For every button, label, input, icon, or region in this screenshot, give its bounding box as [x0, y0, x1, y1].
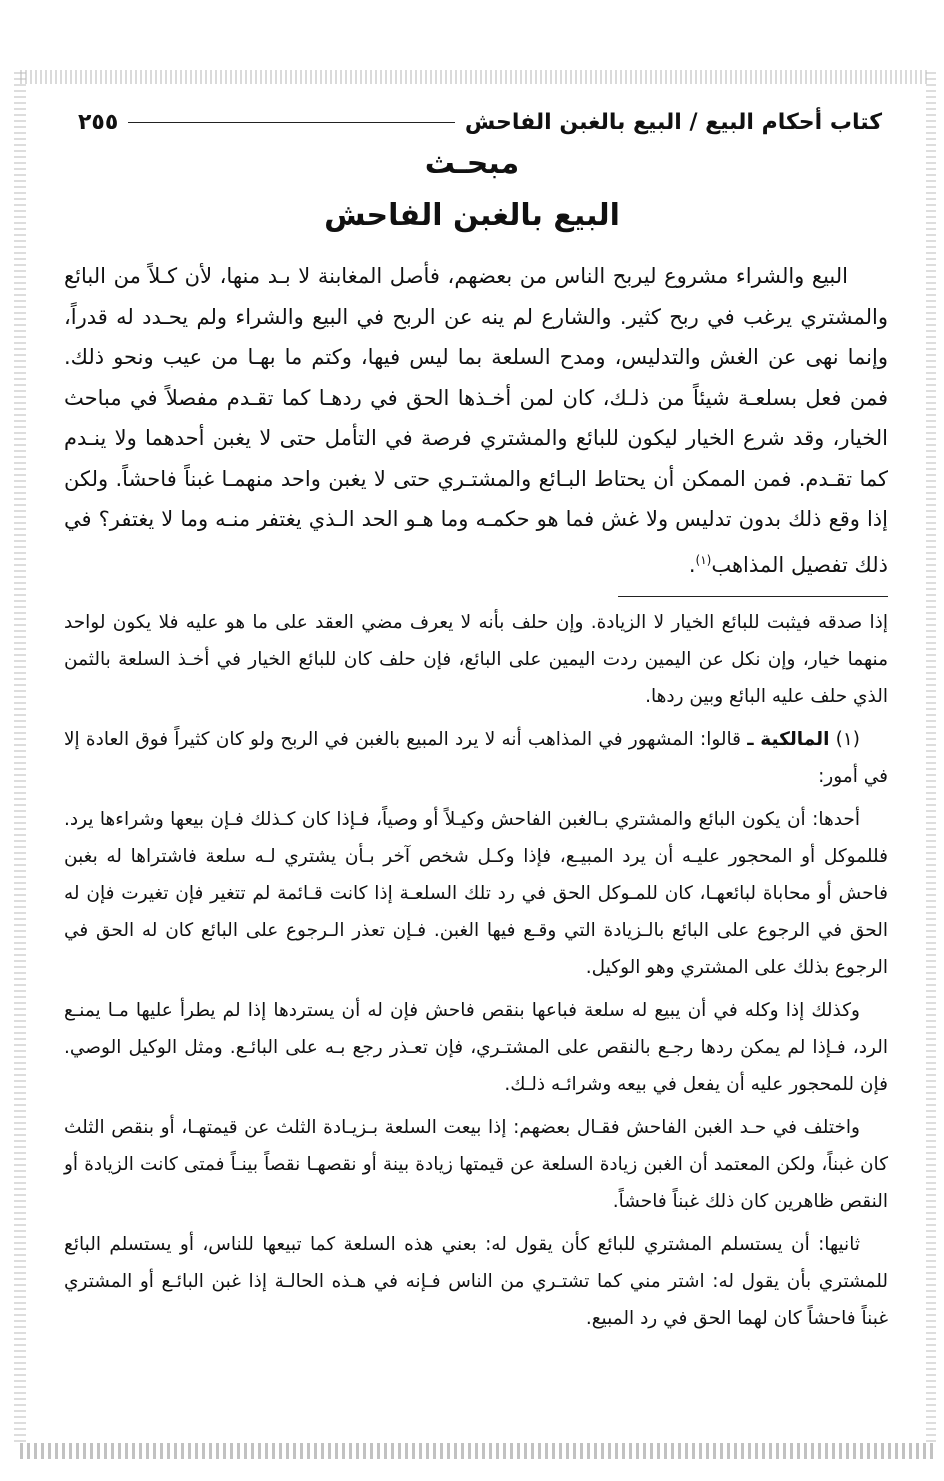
footnote-1-number: (١): [835, 729, 860, 750]
footnote-para-4: ثانيها: أن يستسلم المشتري للبائع كأن يقول له: بعني هذه السلعة كما تبيعها للناس، أو يستسلم البائع للمشتري بأن يقول له: اشتر مني كما تشتـري من الناس فـإنه في هـذه الحالـة إذا غبن البائـع أو المشتري غبناً فاحشاً كان لهما الحق في رد المبيع.: [64, 1234, 888, 1329]
main-text-end: .: [688, 552, 696, 577]
footnote-1-school: المالكية ـ: [747, 729, 830, 750]
running-header: [78, 102, 882, 142]
footnote-para-1: أحدها: أن يكون البائع والمشتري بـالغبن الفاحش وكيـلاً أو وصياً، فـإذا كان كـذلك فـإن بيعها وشراءها يرد. فللموكل أو المحجور عليـه أن يرد المبيـع، فإذا وكـل شخص آخر بـأن يشتري لـه سلعة فاشتراها له بغبن فاحش أو محاباة لبائعهـا، كان للمـوكل الحق في رد تلك السلعـة إذا كانت قـائمة لم تتغير فإن تغيرت فإن له الحق في الرجوع على البائع بالـزيادة التي وقـع فيها الغبن. فـإن تعذر الـرجوع على البائع كان له الحق في الرجوع بذلك على المشتري وهو الوكيل.: [64, 809, 888, 978]
footnote-1-text: قالوا: المشهور في المذاهب أنه لا يرد المبيع بالغبن في الربح ولو كان كثيراً فوق العادة إلا في أمور:: [64, 729, 888, 787]
section-heading: مبحـث: [424, 146, 520, 181]
page-number: ٢٥٥: [78, 109, 119, 135]
footnote-para-3: واختلف في حـد الغبن الفاحش فقـال بعضهم: إذا بيعت السلعة بـزيـادة الثلث عن قيمتهـا، أو بنقص الثلث كان غبناً، ولكن المعتمد أن الغبن زيادة السلعة عن قيمتها زيادة بينة أو نقصهـا نقصاً بينـاً فمتى كانت الزيادة أو النقص ظاهرين كان ذلك غبناً فاحشاً.: [64, 1117, 888, 1212]
header-rule: [128, 122, 455, 123]
footnotes: [64, 604, 888, 1343]
footnote-separator: [618, 596, 888, 597]
footnote-1: [64, 721, 888, 795]
ornament-border-top: [20, 70, 930, 84]
ornament-border-right: [926, 72, 936, 1445]
footnote-carryover: إذا صدقه فيثبت للبائع الخيار لا الزيادة. وإن حلف بأنه لا يعرف مضي العقد على ما هو عليه فلا يكون لواحد منهما خيار، وإن نكل عن اليمين ردت اليمين على البائع، فإن حلف كان للبائع الخيار في أخـذ السلعة بالثمن الذي حلف عليه البائع وبين ردها.: [64, 612, 888, 707]
main-text: البيع والشراء مشروع ليربح الناس من بعضهم، فأصل المغابنة لا بـد منها، لأن كـلاً من البائع والمشتري يرغب في ربح كثير. والشارع لم ينه عن الربح في البيع والشراء ولم يحـدد له قدراً، وإنما نهى عن الغش والتدليس، ومدح السلعة بما ليس فيها، وكتم ما بهـا من عيب ونحو ذلك. فمن فعل بسلعـة شيئاً من ذلـك، كان لمن أخـذها الحق في ردهـا كما تقـدم مفصلاً في مباحث الخيار، وقد شرع الخيار ليكون للبائع والمشتري فرصة في التأمل حتى لا يغبن أحدهما ولا ينـدم كما تقـدم. فمن الممكن أن يحتاط البـائع والمشتـري حتى لا يغبن واحد منهمـا غبناً فاحشاً. ولكن إذا وقع ذلك بدون تدليس ولا غش فما هو حكمـه وما هـو الحد الـذي يغتفر منـه وما لا يغتفر؟ في ذلك تفصيل المذاهب: [64, 264, 888, 577]
chapter-title: البيع بالغبن الفاحش: [324, 198, 620, 233]
ornament-border-bottom: [20, 1443, 934, 1459]
main-paragraph: [64, 256, 888, 585]
header-title: كتاب أحكام البيع / البيع بالغبن الفاحش: [464, 109, 882, 135]
ornament-border-left: [14, 72, 26, 1445]
footnote-ref: (١): [695, 552, 712, 567]
footnote-para-2: وكذلك إذا وكله في أن يبيع له سلعة فباعها بنقص فاحش فإن له أن يستردها إذا لم يطرأ عليها مـا يمنـع الرد، فـإذا لم يمكن ردها رجـع بالنقص على المشتـري، فإن تعـذر رجع بـه على البائـع. ومثل الوكيل الوصي. فإن للمحجور عليه أن يفعل في بيعه وشرائـه ذلـك.: [64, 1000, 888, 1095]
